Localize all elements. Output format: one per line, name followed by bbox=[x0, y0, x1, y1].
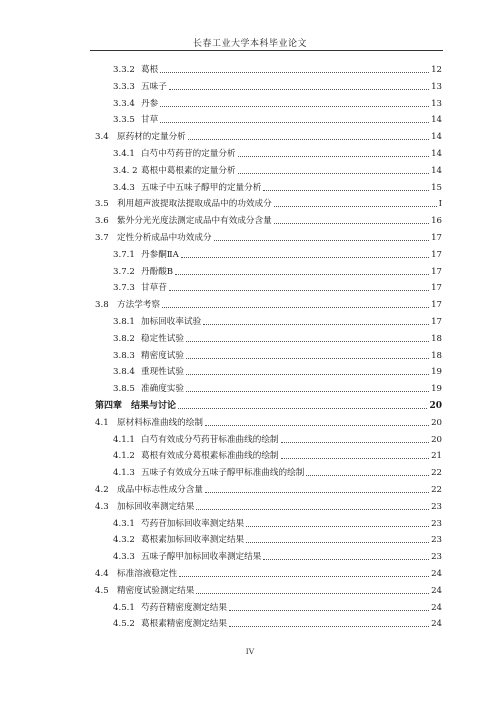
toc-number: 3.8.1 bbox=[113, 317, 135, 327]
toc-page-number: 17 bbox=[431, 233, 442, 243]
toc-entry[interactable] bbox=[113, 331, 442, 345]
toc-title: 白芍有效成分芍药苷标准曲线的绘制 bbox=[141, 434, 279, 445]
toc-page-number: 13 bbox=[431, 81, 442, 92]
toc-leader-dots bbox=[238, 173, 430, 174]
toc-title: 准确度实验 bbox=[141, 384, 184, 395]
toc-entry[interactable] bbox=[113, 264, 442, 278]
toc-page-number: I bbox=[438, 199, 442, 210]
toc-entry[interactable] bbox=[113, 616, 442, 630]
toc-number: 4.4 bbox=[95, 569, 109, 579]
toc-leader-dots bbox=[238, 156, 430, 157]
toc-title: 五味子中五味子醇甲的定量分析 bbox=[141, 182, 262, 193]
toc-entry[interactable] bbox=[113, 146, 442, 160]
toc-page-number: 17 bbox=[431, 317, 442, 327]
toc-leader-dots bbox=[196, 509, 429, 510]
toc-page-number: 14 bbox=[431, 132, 442, 143]
toc-title: 重现性试验 bbox=[141, 367, 184, 378]
toc-page-number: 17 bbox=[431, 266, 442, 277]
toc-title: 丹酚酸B bbox=[141, 266, 174, 277]
toc-number: 4.5.1 bbox=[113, 602, 135, 613]
toc-title: 利用超声波提取法提取成品中的功效成分 bbox=[117, 199, 272, 210]
toc-leader-dots bbox=[162, 307, 429, 308]
toc-leader-dots bbox=[186, 391, 429, 392]
toc-page-number: 12 bbox=[431, 65, 442, 75]
toc-number: 3.3.4 bbox=[113, 98, 135, 109]
toc-title: 标准溶液稳定性 bbox=[117, 569, 178, 579]
toc-title: 加标回收率试验 bbox=[141, 317, 202, 327]
toc-leader-dots bbox=[281, 442, 430, 443]
toc-entry[interactable] bbox=[113, 280, 442, 294]
toc-number: 3.8.2 bbox=[113, 333, 135, 344]
toc-page-number: 24 bbox=[431, 585, 442, 596]
toc-entry[interactable] bbox=[95, 415, 442, 429]
toc-title: 葛根素精密度测定结果 bbox=[141, 619, 227, 630]
toc-title: 加标回收率测定结果 bbox=[117, 501, 195, 512]
toc-page-number: 23 bbox=[431, 535, 442, 546]
header-rule bbox=[90, 50, 443, 51]
toc-number: 4.1.3 bbox=[113, 468, 135, 479]
toc-title: 芍药苷加标回收率测定结果 bbox=[141, 518, 245, 529]
toc-number: 4.2 bbox=[95, 485, 109, 495]
toc-leader-dots bbox=[229, 610, 429, 611]
toc-entry[interactable] bbox=[95, 230, 442, 244]
toc-entry[interactable] bbox=[95, 297, 442, 311]
toc-entry[interactable] bbox=[113, 247, 442, 261]
toc-page-number: 17 bbox=[431, 283, 442, 294]
toc-leader-dots bbox=[181, 257, 429, 258]
toc-leader-dots bbox=[160, 72, 429, 73]
toc-number: 3.4. 2 bbox=[113, 165, 138, 176]
toc-title: 结果与讨论 bbox=[131, 401, 177, 411]
toc-page-number: 20 bbox=[429, 401, 442, 411]
toc-leader-dots bbox=[214, 240, 430, 241]
toc-leader-dots bbox=[179, 576, 429, 577]
toc-title: 原药材的定量分析 bbox=[117, 132, 186, 143]
toc-page-number: 23 bbox=[431, 518, 442, 529]
toc-entry[interactable] bbox=[113, 432, 442, 446]
toc-leader-dots bbox=[186, 358, 429, 359]
toc-leader-dots bbox=[306, 475, 429, 476]
toc-title: 成品中标志性成分含量 bbox=[117, 485, 203, 495]
toc-page-number: 24 bbox=[431, 569, 442, 579]
toc-leader-dots bbox=[263, 559, 429, 560]
toc-number: 3.4.3 bbox=[113, 182, 135, 193]
toc-chapter-entry[interactable] bbox=[95, 398, 442, 412]
toc-title: 葛根 bbox=[141, 65, 159, 75]
toc-leader-dots bbox=[205, 425, 429, 426]
toc-number: 3.7.3 bbox=[113, 283, 135, 294]
toc-entry[interactable] bbox=[113, 516, 442, 530]
toc-number: 3.7.2 bbox=[113, 266, 135, 277]
toc-page-number: 24 bbox=[431, 602, 442, 613]
toc-number: 4.1.1 bbox=[113, 434, 135, 445]
toc-number: 3.3.5 bbox=[113, 115, 135, 126]
toc-number: 4.1.2 bbox=[113, 451, 135, 462]
toc-page-number: 13 bbox=[431, 98, 442, 109]
toc-entry[interactable] bbox=[95, 129, 442, 143]
toc-leader-dots bbox=[169, 89, 429, 90]
toc-page-number: 18 bbox=[431, 333, 442, 344]
toc-number: 第四章 bbox=[95, 401, 123, 411]
toc-title: 方法学考察 bbox=[117, 300, 160, 311]
toc-entry[interactable] bbox=[95, 196, 442, 210]
toc-leader-dots bbox=[246, 542, 429, 543]
toc-entry[interactable] bbox=[113, 314, 442, 328]
toc-page-number: 22 bbox=[431, 468, 442, 479]
toc-title: 甘草苷 bbox=[141, 283, 167, 294]
toc-number: 4.3.1 bbox=[113, 518, 135, 529]
toc-title: 芍药苷精密度测定结果 bbox=[141, 602, 227, 613]
toc-leader-dots bbox=[263, 190, 429, 191]
toc-title: 丹参 bbox=[141, 98, 159, 109]
toc-title: 五味子有效成分五味子醇甲标准曲线的绘制 bbox=[141, 468, 305, 479]
toc-leader-dots bbox=[203, 324, 429, 325]
toc-leader-dots bbox=[229, 626, 429, 627]
toc-entry[interactable] bbox=[113, 448, 442, 462]
toc-number: 4.3.3 bbox=[113, 552, 135, 563]
toc-number: 3.8.3 bbox=[113, 350, 135, 361]
toc-page-number: 20 bbox=[431, 434, 442, 445]
toc-number: 3.8 bbox=[95, 300, 109, 311]
toc-entry[interactable] bbox=[113, 62, 442, 76]
toc-title: 紫外分光光度法测定成品中有效成分含量 bbox=[117, 216, 272, 227]
toc-title: 葛根中葛根素的定量分析 bbox=[141, 165, 236, 176]
toc-entry[interactable] bbox=[113, 180, 442, 194]
toc-entry[interactable] bbox=[95, 213, 442, 227]
page-number: IV bbox=[245, 647, 255, 656]
toc-title: 定性分析成品中功效成分 bbox=[117, 233, 212, 243]
toc-entry[interactable] bbox=[113, 532, 442, 546]
toc-entry[interactable] bbox=[113, 96, 442, 110]
toc-page-number: 14 bbox=[431, 115, 442, 126]
toc-page-number: 17 bbox=[431, 300, 442, 311]
toc-leader-dots bbox=[169, 290, 429, 291]
toc-page-number: 17 bbox=[431, 249, 442, 260]
toc-entry[interactable] bbox=[113, 600, 442, 614]
toc-number: 3.4.1 bbox=[113, 149, 135, 159]
toc-entry[interactable] bbox=[113, 163, 442, 177]
toc-number: 3.5 bbox=[95, 199, 109, 210]
toc-page-number: 18 bbox=[431, 350, 442, 361]
page-header: 长春工业大学本科毕业论文 bbox=[192, 39, 307, 49]
toc-number: 4.3.2 bbox=[113, 535, 135, 546]
toc-leader-dots bbox=[186, 341, 429, 342]
toc-leader-dots bbox=[246, 526, 429, 527]
toc-leader-dots bbox=[186, 374, 429, 375]
toc-page-number: 21 bbox=[431, 451, 442, 462]
toc-number: 3.6 bbox=[95, 216, 109, 227]
toc-leader-dots bbox=[178, 408, 427, 409]
toc-page-number: 23 bbox=[431, 501, 442, 512]
toc-title: 甘草 bbox=[141, 115, 159, 126]
toc-page-number: 22 bbox=[431, 485, 442, 495]
toc-title: 葛根素加标回收率测定结果 bbox=[141, 535, 245, 546]
toc-page-number: 19 bbox=[431, 367, 442, 378]
toc-number: 4.5 bbox=[95, 585, 109, 596]
toc-number: 3.4 bbox=[95, 132, 109, 143]
toc-entry[interactable] bbox=[95, 482, 442, 496]
toc-title: 原材料标准曲线的绘制 bbox=[117, 417, 203, 428]
toc-title: 五味子 bbox=[141, 81, 167, 92]
toc-entry[interactable] bbox=[95, 566, 442, 580]
toc-title: 白芍中芍药苷的定量分析 bbox=[141, 149, 236, 159]
toc-entry[interactable] bbox=[113, 381, 442, 395]
toc-entry[interactable] bbox=[113, 348, 442, 362]
toc-page-number: 24 bbox=[431, 619, 442, 630]
toc-page-number: 16 bbox=[431, 216, 442, 227]
toc-page-number: 20 bbox=[431, 417, 442, 428]
toc-number: 3.8.5 bbox=[113, 384, 135, 395]
toc-number: 3.8.4 bbox=[113, 367, 135, 378]
toc-title: 丹参酮ⅡA bbox=[141, 249, 179, 260]
toc-title: 精密度试验 bbox=[141, 350, 184, 361]
toc-number: 3.3.3 bbox=[113, 81, 135, 92]
toc-page-number: 14 bbox=[431, 149, 442, 159]
toc-entry[interactable] bbox=[113, 112, 442, 126]
toc-number: 4.3 bbox=[95, 501, 109, 512]
toc-entry[interactable] bbox=[113, 465, 442, 479]
toc-entry[interactable] bbox=[95, 499, 442, 513]
toc-title: 精密度试验测定结果 bbox=[117, 585, 195, 596]
toc-entry[interactable] bbox=[113, 79, 442, 93]
toc-page-number: 14 bbox=[431, 165, 442, 176]
toc-number: 3.7.1 bbox=[113, 249, 135, 260]
toc-number: 4.5.2 bbox=[113, 619, 135, 630]
toc-number: 3.3.2 bbox=[113, 65, 135, 75]
toc-page-number: 23 bbox=[431, 552, 442, 563]
toc-leader-dots bbox=[196, 593, 429, 594]
toc-leader-dots bbox=[274, 223, 429, 224]
toc-entry[interactable] bbox=[113, 549, 442, 563]
toc-leader-dots bbox=[274, 206, 437, 207]
toc-leader-dots bbox=[205, 492, 429, 493]
toc-leader-dots bbox=[160, 122, 429, 123]
toc-leader-dots bbox=[175, 274, 429, 275]
toc-entry[interactable] bbox=[113, 364, 442, 378]
toc-leader-dots bbox=[281, 458, 430, 459]
toc-title: 葛根有效成分葛根素标准曲线的绘制 bbox=[141, 451, 279, 462]
toc-page-number: 19 bbox=[431, 384, 442, 395]
toc-title: 稳定性试验 bbox=[141, 333, 184, 344]
toc-entry[interactable] bbox=[95, 583, 442, 597]
toc-number: 3.7 bbox=[95, 233, 109, 243]
toc-page-number: 15 bbox=[431, 182, 442, 193]
toc-number: 4.1 bbox=[95, 417, 109, 428]
toc-leader-dots bbox=[160, 106, 429, 107]
toc-title: 五味子醇甲加标回收率测定结果 bbox=[141, 552, 262, 563]
toc-leader-dots bbox=[188, 139, 429, 140]
